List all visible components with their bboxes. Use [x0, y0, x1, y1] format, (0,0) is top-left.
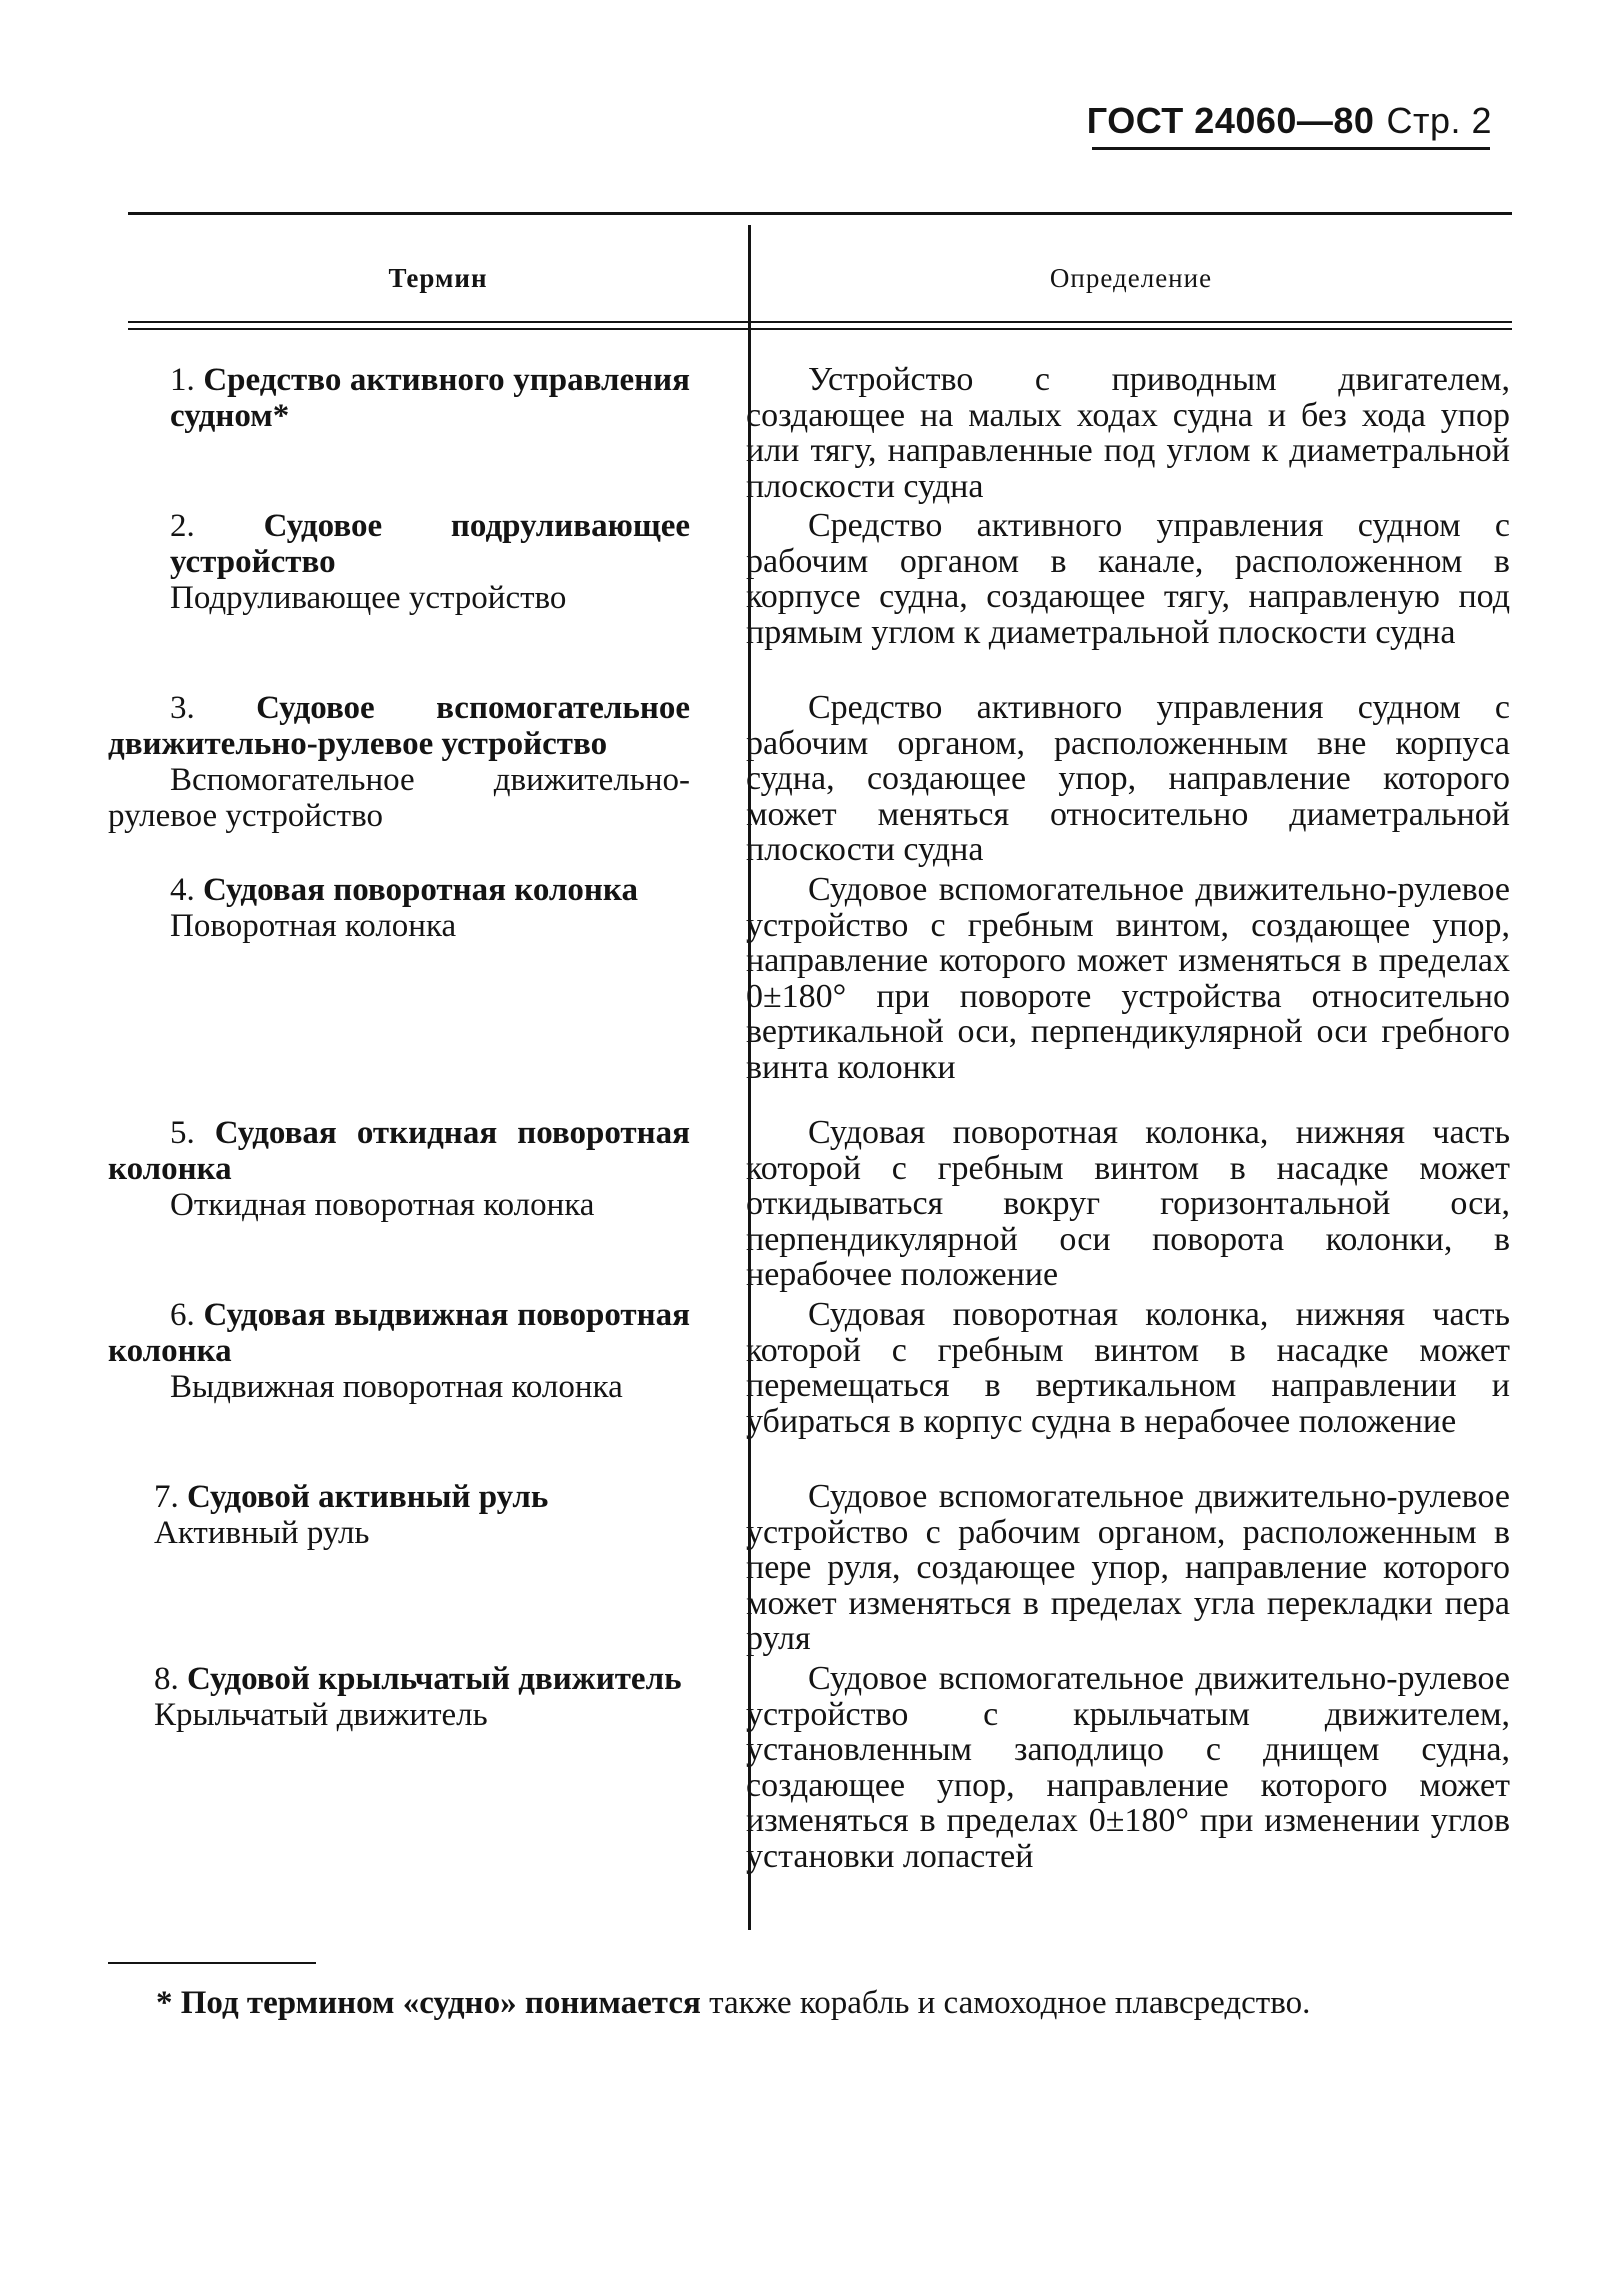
table-top-rule: [128, 212, 1512, 215]
term-title: [108, 1115, 690, 1187]
term-number: 7.: [154, 1479, 179, 1515]
term-number: 6.: [170, 1297, 195, 1333]
term-name: Судовое подруливающее устройство: [170, 508, 690, 580]
definition-cell: Судовая поворотная колонка, нижняя часть которой с гребным винтом в насадке может откидываться вокруг горизонтальной оси, перпендикулярной оси поворота колонки, в нерабочее положение: [746, 1114, 1510, 1294]
term-number: 5.: [170, 1115, 195, 1151]
term-cell: [108, 508, 708, 616]
term-short-name: Вспомогательное движительно-рулевое устройство: [108, 762, 690, 834]
table-row: [108, 1479, 1510, 1657]
running-header: [1087, 100, 1492, 142]
term-name: Средство активного управления судном*: [170, 362, 691, 434]
term-cell: [108, 1115, 708, 1223]
footnote: [108, 1984, 1498, 2022]
term-short-name: Откидная поворотная колонка: [170, 1187, 595, 1223]
term-title: [108, 508, 690, 580]
column-header-definition: Определение: [1049, 263, 1213, 293]
term-short-name: Выдвижная поворотная колонка: [170, 1369, 623, 1405]
column-header-term: Термин: [388, 263, 488, 293]
term-number: 4.: [170, 872, 195, 908]
term-cell: [108, 690, 708, 834]
footnote-lead: * Под термином «судно» понимается: [156, 1985, 701, 2021]
definition-cell: Устройство с приводным двигателем, создающее на малых ходах судна и без хода упор или тягу, направленные под углом к диаметральной плоскости судна: [746, 361, 1510, 505]
term-name: Судовой активный руль: [187, 1479, 549, 1515]
definition-cell: Судовая поворотная колонка, нижняя часть которой с гребным винтом в насадке может перемещаться в вертикальном направлении и убираться в корпус судна в нерабочее положение: [746, 1296, 1510, 1440]
term-number: 1.: [170, 362, 195, 398]
term-name: Судовой крыльчатый движитель: [187, 1661, 682, 1697]
term-cell: [108, 1479, 708, 1551]
table-row: [108, 1661, 1510, 1875]
table-header-rule-double: [128, 328, 1512, 330]
term-title: [154, 1479, 690, 1515]
term-short-name: Активный руль: [154, 1515, 370, 1551]
term-short-name: Подруливающее устройство: [170, 580, 567, 616]
table-row: [108, 1115, 1510, 1293]
term-cell: [108, 1661, 708, 1733]
footnote-text: также корабль и самоходное плавсредство.: [709, 1985, 1311, 2021]
table-row: [108, 872, 1510, 1086]
definition-cell: Судовое вспомогательное движительно-рулевое устройство с рабочим органом, расположенным в пере руля, создающее упор, направление которого может изменяться в пределах угла перекладки пера руля: [746, 1478, 1510, 1658]
definition-cell: Средство активного управления судном с рабочим органом в канале, расположенном в корпусе судна, создающее тягу, направленую под прямым углом к диаметральной плоскости судна: [746, 507, 1510, 651]
term-title: [170, 362, 690, 434]
term-title: [108, 690, 690, 762]
term-number: 8.: [154, 1661, 179, 1697]
table-row: [108, 1297, 1510, 1439]
definition-cell: Судовое вспомогательное движительно-рулевое устройство с гребным винтом, создающее упор, направление которого может изменяться в пределах 0±180° при повороте устройства относительно вертикальной оси, перпендикулярной оси гребного винта колонки: [746, 871, 1510, 1086]
page-number: Стр. 2: [1386, 100, 1492, 141]
table-row: [108, 508, 1510, 650]
term-cell: [108, 872, 708, 944]
term-name: Судовая поворотная колонка: [203, 872, 638, 908]
header-rule: [1092, 147, 1490, 150]
standard-number: ГОСТ 24060—80: [1086, 100, 1375, 141]
table-row: [108, 690, 1510, 868]
term-number: 2.: [170, 508, 195, 544]
term-cell: [108, 362, 708, 434]
definition-cell: Судовое вспомогательное движительно-рулевое устройство с крыльчатым движителем, установленным заподлицо с днищем судна, создающее упор, направление которого может изменяться в пределах 0±180° при изменении углов установки лопастей: [746, 1660, 1510, 1875]
footnote-rule: [108, 1962, 316, 1964]
table-header-rule: [128, 321, 1512, 323]
term-short-name: Крыльчатый движитель: [154, 1697, 488, 1733]
term-name: Судовое вспомогательное движительно-рулевое устройство: [108, 690, 690, 762]
term-title: [108, 1661, 690, 1697]
term-title: [108, 1297, 690, 1369]
table-row: [108, 362, 1510, 504]
term-short-name: Поворотная колонка: [170, 908, 457, 944]
term-name: Судовая откидная поворотная колонка: [108, 1115, 691, 1187]
term-title: [170, 872, 690, 908]
definition-cell: Средство активного управления судном с рабочим органом, расположенным вне корпуса судна, создающее упор, направление которого может меняться относительно диаметральной плоскости судна: [746, 689, 1510, 869]
term-number: 3.: [170, 690, 195, 726]
term-cell: [108, 1297, 708, 1405]
term-name: Судовая выдвижная поворотная колонка: [108, 1297, 691, 1369]
